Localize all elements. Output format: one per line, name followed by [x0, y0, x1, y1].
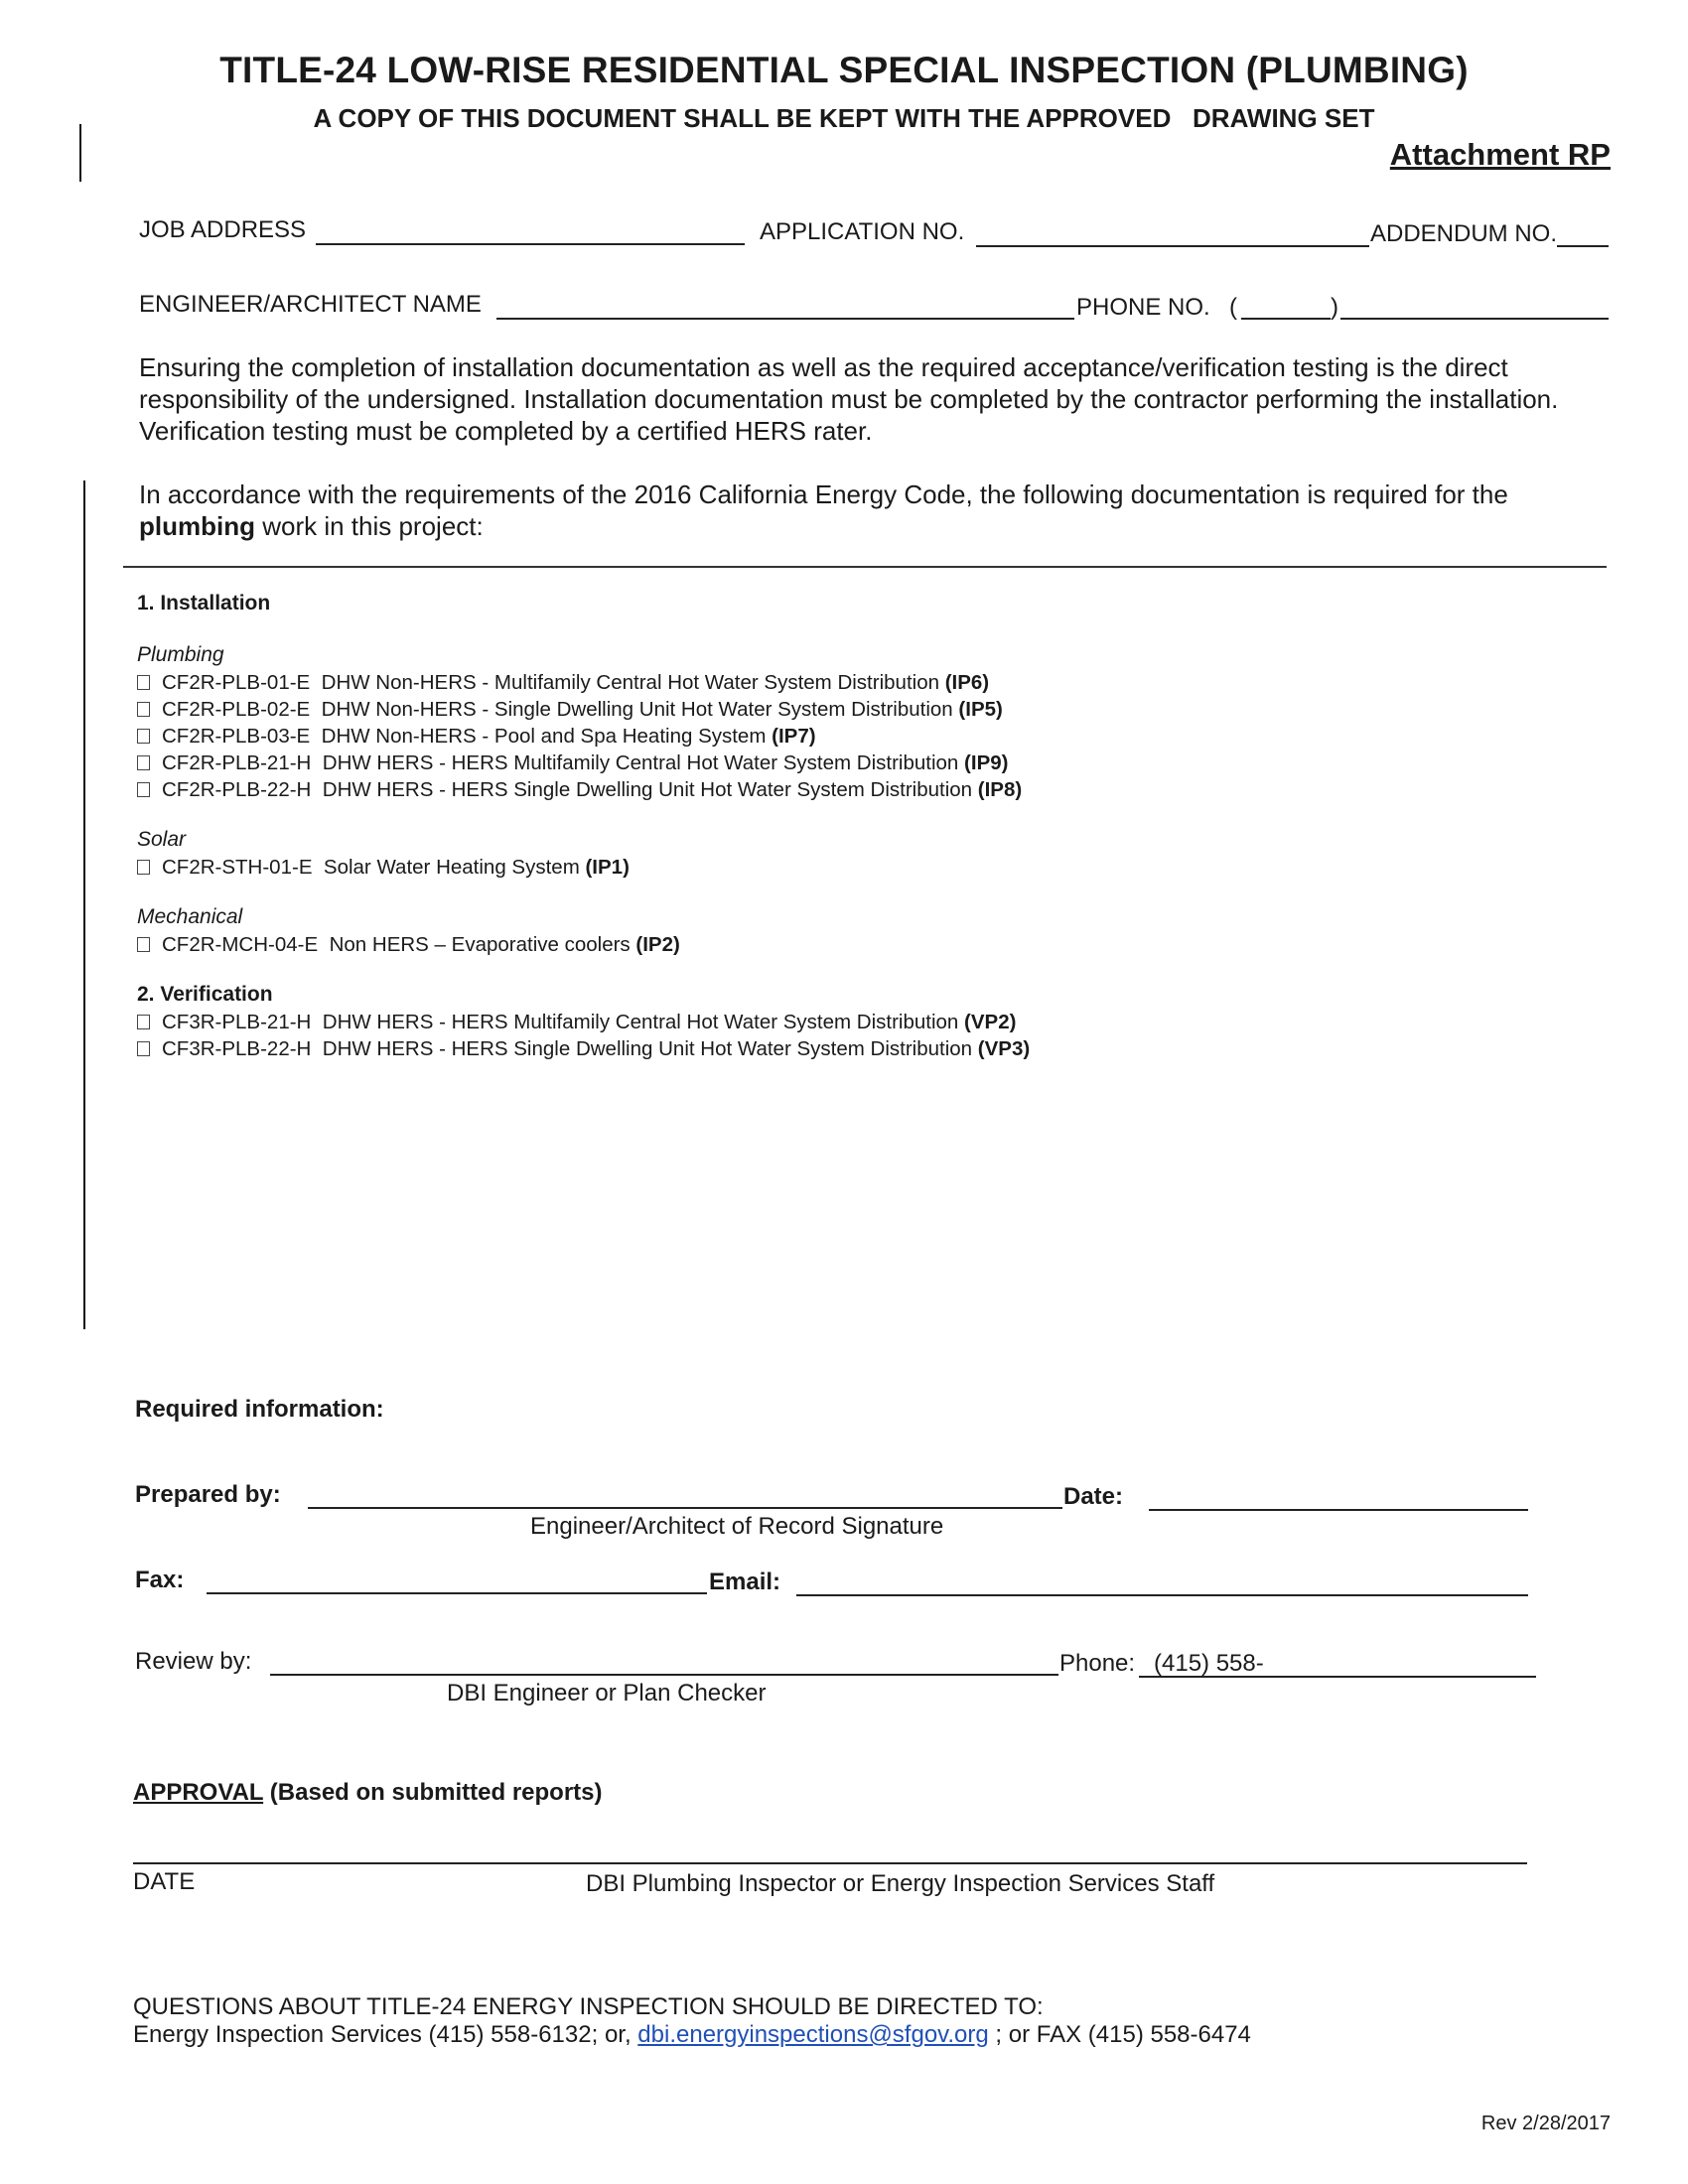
review-phone-prefix: (415) 558-: [1154, 1650, 1264, 1677]
requirement-text-after: work in this project:: [254, 511, 484, 541]
checkbox[interactable]: [137, 937, 150, 952]
contact-email-link[interactable]: dbi.energyinspections@sfgov.org: [637, 2021, 989, 2048]
list-item[interactable]: CF2R-STH-01-E Solar Water Heating System (IP1): [137, 856, 630, 880]
requirement-text-bold: plumbing: [139, 511, 255, 541]
phone-no-label: PHONE NO.: [1076, 294, 1210, 321]
phone-area-code-field[interactable]: [1241, 318, 1331, 320]
list-item[interactable]: CF3R-PLB-21-H DHW HERS - HERS Multifamily Central Hot Water System Distribution (VP2): [137, 1011, 1016, 1034]
contact-line: [133, 2021, 1251, 2049]
approval-signature-line[interactable]: [133, 1862, 1527, 1864]
email-label: Email:: [709, 1569, 781, 1595]
approval-date-label: DATE: [133, 1868, 196, 1895]
checkbox[interactable]: [137, 675, 150, 690]
checkbox[interactable]: [137, 860, 150, 875]
requirement-paragraph: [139, 478, 1618, 542]
requirement-text-before: In accordance with the requirements of the 2016 California Energy Code, the following documentation is required for the: [139, 479, 1508, 509]
solar-subheading: Solar: [137, 828, 187, 851]
scan-mark-left: [83, 480, 85, 1329]
engineer-name-label: ENGINEER/ARCHITECT NAME: [139, 291, 482, 318]
document-subtitle: A COPY OF THIS DOCUMENT SHALL BE KEPT WITH THE APPROVED DRAWING SET: [313, 103, 1375, 133]
fax-label: Fax:: [135, 1567, 185, 1593]
application-no-field[interactable]: [976, 245, 1369, 247]
contact-text-after: ; or FAX (415) 558-6474: [988, 2021, 1251, 2048]
verification-heading: 2. Verification: [137, 983, 273, 1006]
signature-caption: Engineer/Architect of Record Signature: [530, 1513, 944, 1540]
questions-text: QUESTIONS ABOUT TITLE-24 ENERGY INSPECTION SHOULD BE DIRECTED TO:: [133, 1993, 1044, 2020]
review-phone-label: Phone:: [1059, 1650, 1136, 1677]
contact-text-before: Energy Inspection Services (415) 558-6132; or,: [133, 2021, 638, 2048]
date-field[interactable]: [1149, 1509, 1528, 1511]
checkbox[interactable]: [137, 1015, 150, 1029]
approval-heading-underlined: APPROVAL: [133, 1779, 264, 1806]
checkbox[interactable]: [137, 755, 150, 770]
document-title: TITLE-24 LOW-RISE RESIDENTIAL SPECIAL INSPECTION (PLUMBING): [219, 50, 1469, 90]
list-item[interactable]: CF2R-PLB-22-H DHW HERS - HERS Single Dwelling Unit Hot Water System Distribution (IP8): [137, 778, 1022, 802]
list-item[interactable]: CF2R-PLB-21-H DHW HERS - HERS Multifamily Central Hot Water System Distribution (IP9): [137, 751, 1008, 775]
email-field[interactable]: [796, 1594, 1528, 1596]
fax-field[interactable]: [207, 1592, 707, 1594]
attachment-label: Attachment RP: [1389, 137, 1611, 172]
application-no-label: APPLICATION NO.: [760, 218, 965, 245]
checkbox[interactable]: [137, 702, 150, 717]
phone-number-field[interactable]: [1340, 318, 1609, 320]
list-item[interactable]: CF3R-PLB-22-H DHW HERS - HERS Single Dwelling Unit Hot Water System Distribution (VP3): [137, 1037, 1030, 1061]
installation-heading: 1. Installation: [137, 592, 271, 614]
prepared-by-label: Prepared by:: [135, 1481, 281, 1508]
phone-paren-close: ): [1331, 294, 1338, 321]
revision-label: Rev 2/28/2017: [1480, 2113, 1611, 2134]
phone-paren-open: (: [1229, 294, 1237, 321]
checkbox[interactable]: [137, 782, 150, 797]
plumbing-subheading: Plumbing: [137, 643, 224, 666]
approval-heading-rest: (Based on submitted reports): [263, 1779, 603, 1806]
list-item[interactable]: CF2R-PLB-01-E DHW Non-HERS - Multifamily Central Hot Water System Distribution (IP6): [137, 671, 989, 695]
required-info-heading: Required information:: [135, 1396, 384, 1423]
list-item[interactable]: CF2R-PLB-02-E DHW Non-HERS - Single Dwelling Unit Hot Water System Distribution (IP5): [137, 698, 1003, 722]
section-divider: [123, 566, 1607, 568]
review-signature-field[interactable]: [270, 1674, 1058, 1676]
signature-field[interactable]: [308, 1507, 1062, 1509]
date-label: Date:: [1063, 1483, 1124, 1510]
list-item[interactable]: CF2R-PLB-03-E DHW Non-HERS - Pool and Spa Heating System (IP7): [137, 725, 816, 749]
checkbox[interactable]: [137, 1041, 150, 1056]
approval-staff-caption: DBI Plumbing Inspector or Energy Inspection Services Staff: [586, 1870, 1215, 1897]
approval-heading: [133, 1779, 603, 1807]
checkbox[interactable]: [137, 729, 150, 744]
intro-paragraph: Ensuring the completion of installation documentation as well as the required acceptance/verification testing is the direct responsibility of the undersigned. Installation documentation must be completed by the contractor performing the installation. Verification testing must be completed by a certified HERS rater.: [139, 352, 1559, 446]
engineer-name-field[interactable]: [496, 318, 1074, 320]
job-address-field[interactable]: [316, 243, 745, 245]
mechanical-subheading: Mechanical: [137, 905, 243, 928]
review-phone-field[interactable]: [1139, 1676, 1536, 1678]
review-by-label: Review by:: [135, 1648, 252, 1675]
list-item[interactable]: CF2R-MCH-04-E Non HERS – Evaporative coolers (IP2): [137, 933, 680, 957]
job-address-label: JOB ADDRESS: [139, 216, 307, 243]
addendum-no-field[interactable]: [1557, 245, 1609, 247]
addendum-no-label: ADDENDUM NO.: [1370, 220, 1558, 247]
review-caption: DBI Engineer or Plan Checker: [447, 1680, 767, 1706]
